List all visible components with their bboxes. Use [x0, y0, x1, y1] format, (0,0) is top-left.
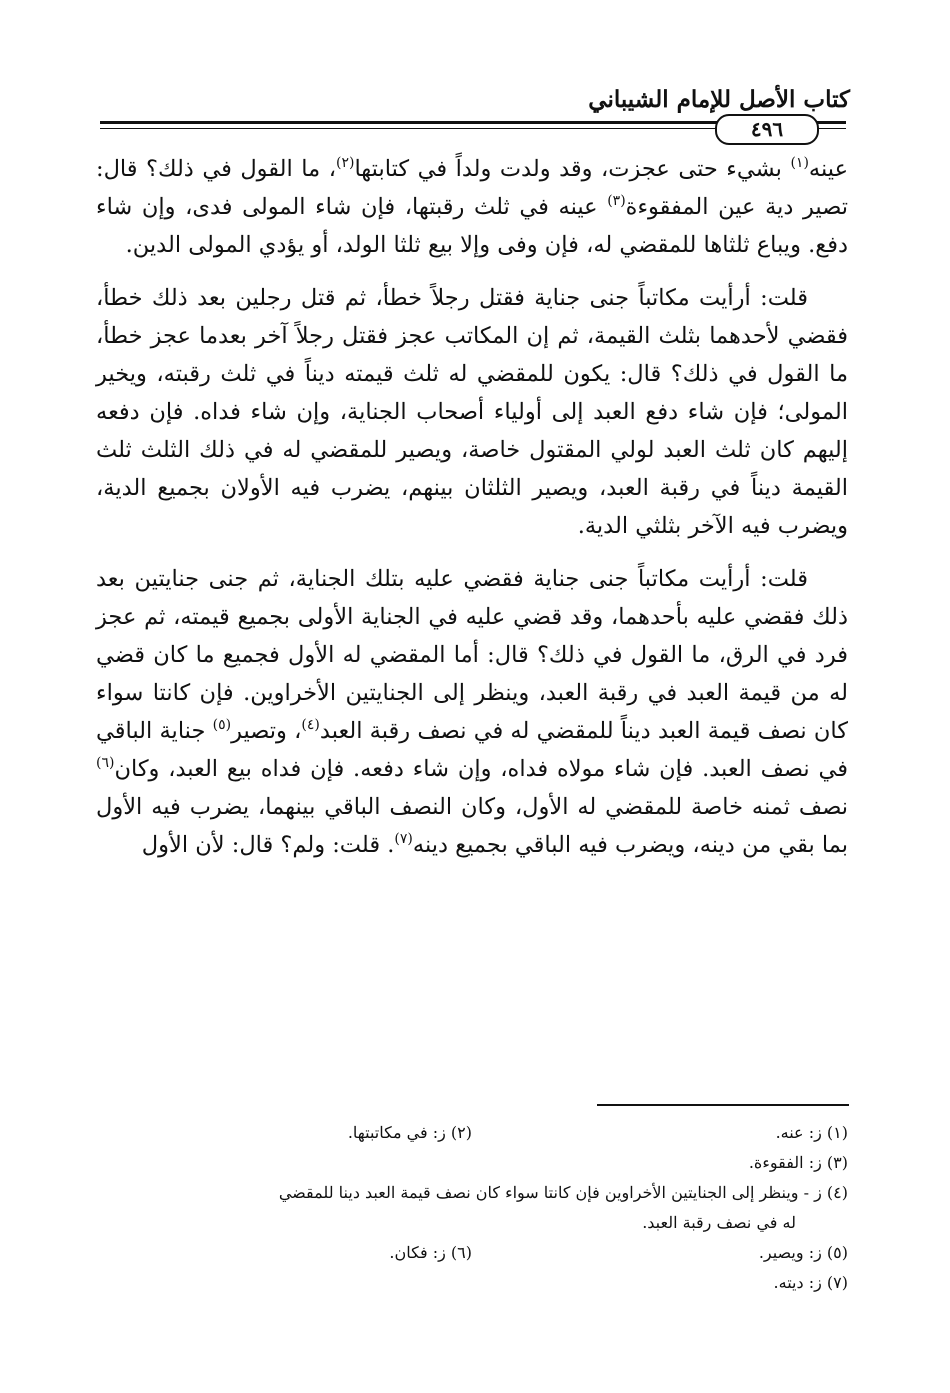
footnote-row [96, 1148, 848, 1178]
page-number: ٤٩٦ [715, 114, 819, 145]
footnote-1 [472, 1118, 848, 1148]
footnote-3 [423, 1148, 848, 1178]
footnote-text: ز: عنه. [775, 1123, 822, 1142]
text-run: ، ما القول في ذلك؟ قال: تصير دية عين المفقوءة [96, 156, 848, 220]
footnote-text: ز: الفقوءة. [748, 1153, 822, 1172]
text-run: جناية الباقي في نصف العبد. فإن شاء مولاه فداه، وإن شاء دفعه. فإن فداه بيع العبد، وكان [96, 718, 848, 782]
footnote-4 [96, 1178, 848, 1238]
footnote-number: (١) [826, 1123, 848, 1142]
footnote-number: (٦) [450, 1243, 472, 1262]
footnote-ref-4: (٤) [301, 717, 320, 733]
text-run: ، وتصير [231, 718, 302, 744]
paragraph-1 [96, 150, 848, 264]
footnote-ref-1: (١) [790, 155, 809, 171]
footnote-text: ز: ديته. [773, 1273, 822, 1292]
text-run: قلت: أرأيت مكاتباً جنى جناية فقضي عليه بتلك الجناية، ثم جنى جنايتين بعد ذلك فقضي عليه بأحدهما، وقد قضي عليه في الجناية الأولى بجميع قيمته، ثم عجز فرد في الرق، ما القول في ذلك؟ قال: أما المقضي له الأول فجميع ما كان قضي له من قيمة العبد في رقبة العبد، وينظر إلى الجنايتين الأخراوين. فإن كانتا سواء كان نصف قيمة العبد ديناً للمقضي له في نصف رقبة العبد [96, 566, 848, 744]
footnote-ref-6: (٦) [96, 755, 115, 771]
footnote-text: ز - وينظر إلى الجنايتين الأخراوين فإن كانتا سواء كان نصف قيمة العبد دينا للمقضي [278, 1183, 822, 1202]
footnote-separator [597, 1104, 849, 1106]
footnote-number: (٧) [826, 1273, 848, 1292]
footnote-ref-3: (٣) [607, 193, 626, 209]
text-run: نصف ثمنه خاصة للمقضي له الأول، وكان النصف الباقي بينهما، يضرب فيه الأول بما بقي من دينه، ويضرب فيه الباقي بجميع دينه [96, 794, 848, 858]
footnote-text-continued: له في نصف رقبة العبد. [642, 1213, 796, 1232]
text-run: عينه في ثلث رقبتها، فإن شاء المولى فدى، وإن شاء دفع. ويباع ثلثاها للمقضي له، فإن وفى وإلا بيع ثلثا الولد، أو يؤدي المولى الدين. [96, 194, 848, 258]
footnote-5 [472, 1238, 848, 1268]
footnote-row [96, 1118, 848, 1148]
footnote-row [96, 1268, 848, 1298]
footnote-ref-5: (٥) [212, 717, 232, 733]
footnote-text: ز: فكان. [389, 1243, 446, 1262]
footnote-number: (٥) [826, 1243, 848, 1262]
footnote-text: ز: ويصير. [758, 1243, 822, 1262]
footnote-row [96, 1238, 848, 1268]
footnote-number: (٤) [826, 1183, 848, 1202]
footnote-number: (٢) [450, 1123, 472, 1142]
footnote-ref-2: (٢) [335, 155, 355, 171]
text-run: عينه [808, 156, 848, 182]
footnote-text: ز: في مكاتبتها. [347, 1123, 446, 1142]
footnotes [96, 1118, 848, 1298]
paragraph-3 [96, 560, 848, 864]
running-title: كتاب الأصل للإمام الشيباني [588, 86, 850, 113]
text-run: بشيء حتى عجزت، وقد ولدت ولداً في كتابتها [354, 156, 791, 182]
footnote-ref-7: (٧) [394, 831, 413, 847]
footnote-7 [423, 1268, 848, 1298]
text-run: . قلت: ولم؟ قال: لأن الأول [141, 832, 395, 858]
footnote-6 [96, 1238, 472, 1268]
footnote-2 [96, 1118, 472, 1148]
footnote-number: (٣) [826, 1153, 848, 1172]
paragraph-2: قلت: أرأيت مكاتباً جنى جناية فقتل رجلاً خطأ، ثم قتل رجلين بعد ذلك خطأ، فقضي لأحدهما بثلث القيمة، ثم إن المكاتب عجز فقتل رجلاً آخر بعدما عجز خطأ، ما القول في ذلك؟ قال: يكون للمقضي له ثلث قيمته ديناً في ثلث رقبته، ويخير المولى؛ فإن شاء دفع العبد إلى أولياء أصحاب الجناية، وإن شاء فداه. فإن دفعه إليهم كان ثلث العبد لولي المقتول خاصة، ويصير للمقضي له في ذلك الثلث ثلث القيمة ديناً في رقبة العبد، ويصير الثلثان بينهم، يضرب فيه الأولان بجميع الدية، ويضرب فيه الآخر بثلثي الدية. [96, 285, 848, 539]
body-text [96, 150, 848, 864]
